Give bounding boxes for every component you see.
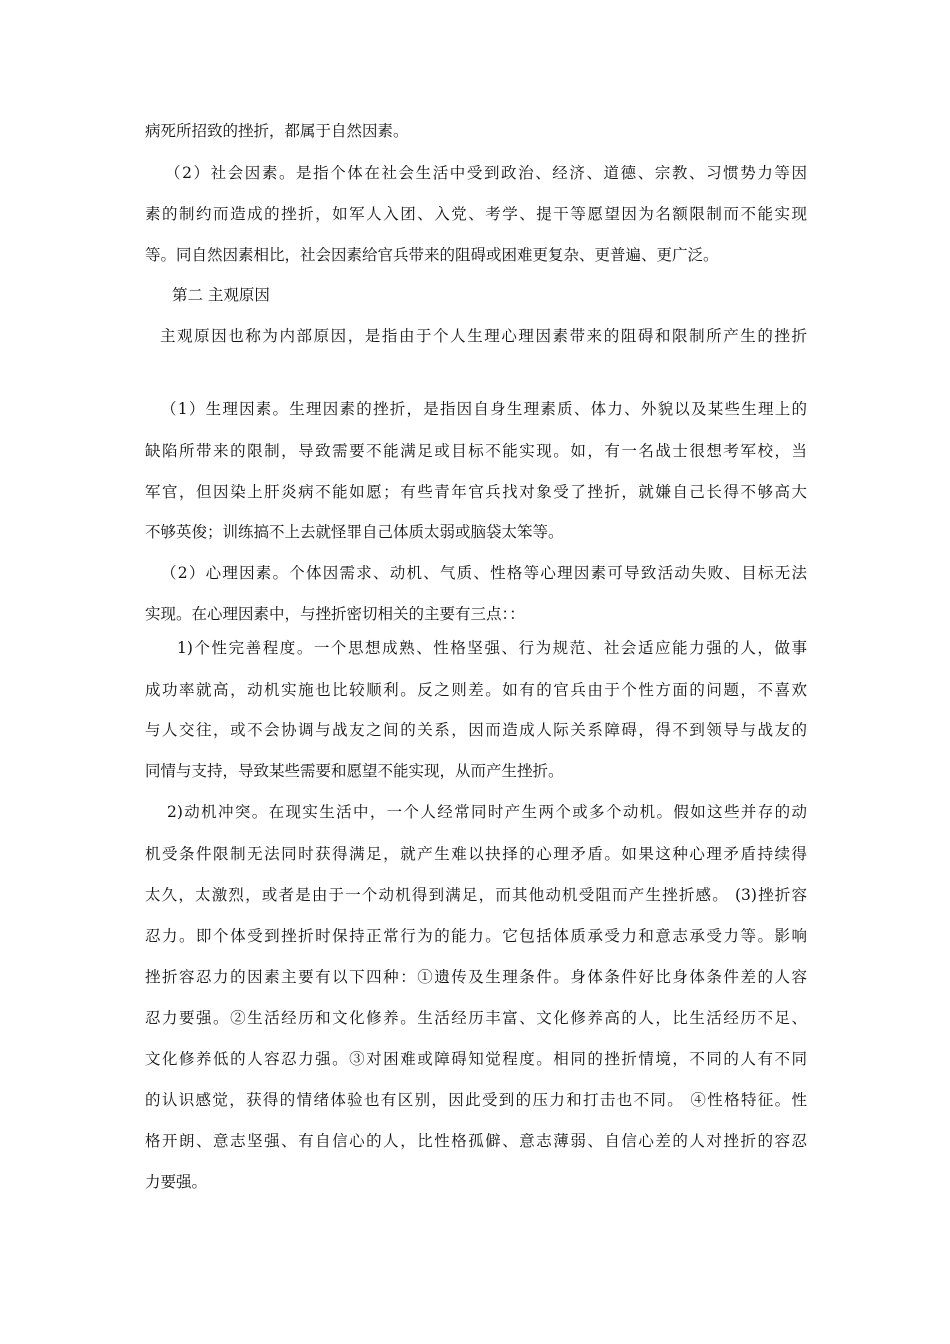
text-line: 主观原因也称为内部原因，是指由于个人生理心理因素带来的阻碍和限制所产生的挫折 xyxy=(160,327,807,345)
text-line: 机受条件限制无法同时获得满足，就产生难以抉择的心理矛盾。如果这种心理矛盾持续得 xyxy=(145,845,807,863)
text-line: 成功率就高，动机实施也比较顺利。反之则差。如有的官兵由于个性方面的问题，不喜欢 xyxy=(145,681,807,699)
text-line: 同情与支持，导致某些需要和愿望不能实现，从而产生挫折。 xyxy=(145,762,564,780)
text-line: 格开朗、意志坚强、有自信心的人，比性格孤僻、意志薄弱、自信心差的人对挫折的容忍 xyxy=(145,1132,807,1150)
section-heading: 第二 主观原因 xyxy=(172,286,270,304)
text-line: 与人交往，或不会协调与战友之间的关系，因而造成人际关系障碍，得不到领导与战友的 xyxy=(145,721,807,739)
text-line: 不够英俊；训练搞不上去就怪罪自己体质太弱或脑袋太笨等。 xyxy=(145,523,564,541)
text-line: （2）社会因素。是指个体在社会生活中受到政治、经济、道德、宗教、习惯势力等因 xyxy=(165,164,807,182)
text-line: 力要强。 xyxy=(145,1173,208,1191)
text-line: （1）生理因素。生理因素的挫折，是指因自身生理素质、体力、外貌以及某些生理上的 xyxy=(161,400,807,418)
text-line: 忍力。即个体受到挫折时保持正常行为的能力。它包括体质承受力和意志承受力等。影响 xyxy=(145,927,807,945)
text-line: 实现。在心理因素中，与挫折密切相关的主要有三点：： xyxy=(145,605,525,623)
text-line: 军官，但因染上肝炎病不能如愿；有些青年官兵找对象受了挫折，就嫌自己长得不够高大 xyxy=(145,483,807,501)
text-line: （2）心理因素。个体因需求、动机、气质、性格等心理因素可导致活动失败、目标无法 xyxy=(161,564,807,582)
text-line: 太久，太激烈，或者是由于一个动机得到满足，而其他动机受阻而产生挫折感。 (3)挫折容 xyxy=(145,886,807,904)
text-line: 病死所招致的挫折，都属于自然因素。 xyxy=(145,122,409,140)
text-line: 缺陷所带来的限制，导致需要不能满足或目标不能实现。如，有一名战士很想考军校，当 xyxy=(145,442,807,460)
text-line: 素的制约而造成的挫折，如军人入团、入党、考学、提干等愿望因为名额限制而不能实现 xyxy=(145,205,807,223)
text-line: 2)动机冲突。在现实生活中，一个人经常同时产生两个或多个动机。假如这些并存的动 xyxy=(167,803,807,821)
text-line: 等。同自然因素相比，社会因素给官兵带来的阻碍或困难更复杂、更普遍、更广泛。 xyxy=(145,246,719,264)
text-line: 1)个性完善程度。一个思想成熟、性格坚强、行为规范、社会适应能力强的人，做事 xyxy=(177,639,807,657)
text-line: 的认识感觉，获得的情绪体验也有区别，因此受到的压力和打击也不同。 ④性格特征。性 xyxy=(145,1091,807,1109)
text-line: 文化修养低的人容忍力强。③对困难或障碍知觉程度。相同的挫折情境，不同的人有不同 xyxy=(145,1050,807,1068)
text-line: 挫折容忍力的因素主要有以下四种：①遗传及生理条件。身体条件好比身体条件差的人容 xyxy=(145,968,807,986)
text-line: 忍力要强。②生活经历和文化修养。生活经历丰富、文化修养高的人，比生活经历不足、 xyxy=(145,1009,807,1027)
